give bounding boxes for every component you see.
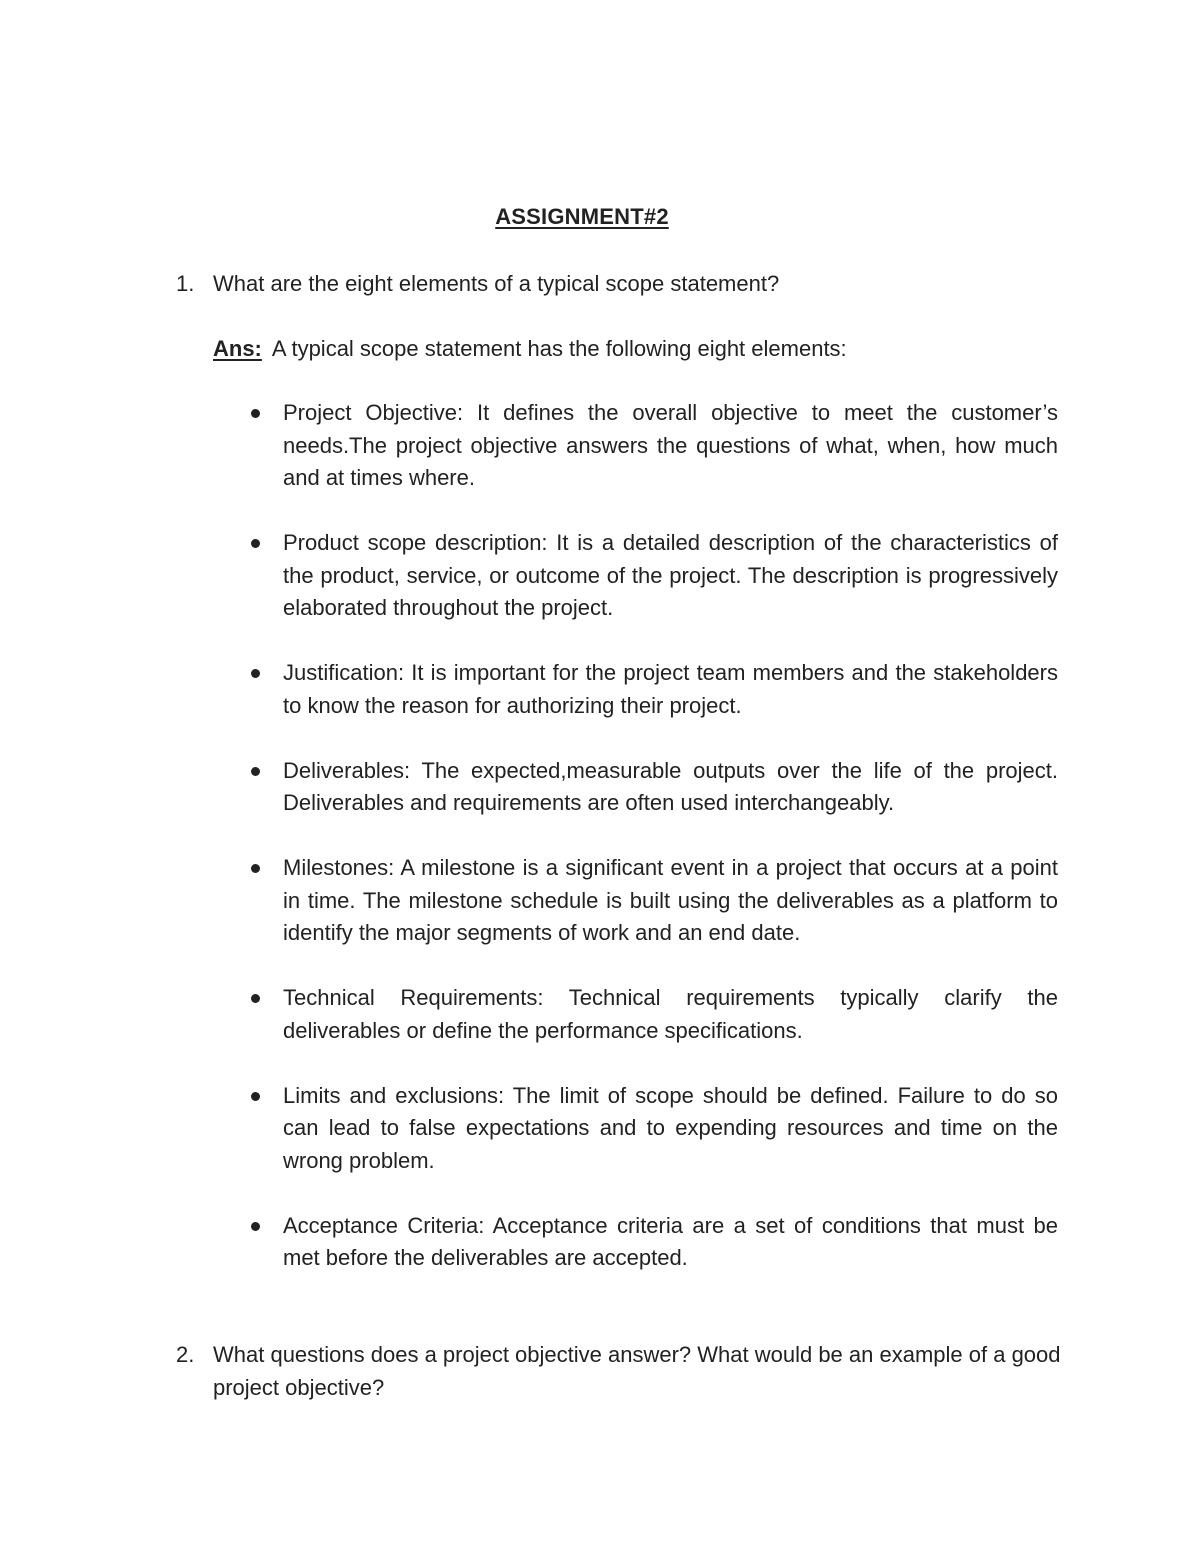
bullet-icon — [251, 669, 260, 678]
question-2 — [176, 1339, 1066, 1404]
list-item-text: Technical Requirements: Technical requirements typically clarify the deliverables or define the performance specifications. — [283, 985, 1058, 1043]
list-item-text: Milestones: A milestone is a significant event in a project that occurs at a point in time. The milestone schedule is built using the deliverables as a platform to identify the major segments of work and an end date. — [283, 855, 1058, 945]
bullet-icon — [251, 409, 260, 418]
list-item — [246, 1080, 1058, 1178]
bullet-icon — [251, 1092, 260, 1101]
list-item-text: Justification: It is important for the project team members and the stakeholders to know the reason for authorizing their project. — [283, 660, 1058, 718]
list-item — [246, 1210, 1058, 1275]
list-item — [246, 755, 1058, 820]
list-item-text: Project Objective: It defines the overall objective to meet the customer’s needs.The project objective answers the questions of what, when, how much and at times where. — [283, 400, 1058, 490]
question-number: 1. — [176, 271, 195, 296]
list-item — [246, 657, 1058, 722]
bullet-icon — [251, 539, 260, 548]
question-1 — [176, 268, 1066, 301]
list-item-text: Deliverables: The expected,measurable outputs over the life of the project. Deliverables and requirements are often used interchangeably. — [283, 757, 1058, 815]
page-title: ASSIGNMENT#2 — [495, 204, 669, 229]
list-item — [246, 982, 1058, 1047]
answer-label: Ans: — [213, 336, 262, 361]
list-item — [246, 852, 1058, 950]
list-item-text: Product scope description: It is a detailed description of the characteristics of the product, service, or outcome of the project. The description is progressively elaborated throughout the project. — [283, 530, 1058, 620]
list-item — [246, 397, 1058, 495]
question-number: 2. — [176, 1342, 195, 1367]
question-text: What are the eight elements of a typical scope statement? — [213, 271, 780, 296]
bullet-icon — [251, 994, 260, 1003]
question-text: What questions does a project objective answer? What would be an example of a good project objective? — [213, 1342, 1061, 1400]
list-item-text: Acceptance Criteria: Acceptance criteria are a set of conditions that must be met before the deliverables are accepted. — [283, 1212, 1058, 1270]
bullet-icon — [251, 864, 260, 873]
answer-intro-text: A typical scope statement has the following eight elements: — [271, 336, 847, 361]
list-item-text: Limits and exclusions: The limit of scope should be defined. Failure to do so can lead to false expectations and to expending resources and time on the wrong problem. — [283, 1082, 1058, 1173]
answer-intro — [213, 333, 1073, 366]
scope-elements-list — [246, 397, 1058, 1307]
bullet-icon — [251, 767, 260, 776]
list-item — [246, 527, 1058, 625]
bullet-icon — [251, 1222, 260, 1231]
